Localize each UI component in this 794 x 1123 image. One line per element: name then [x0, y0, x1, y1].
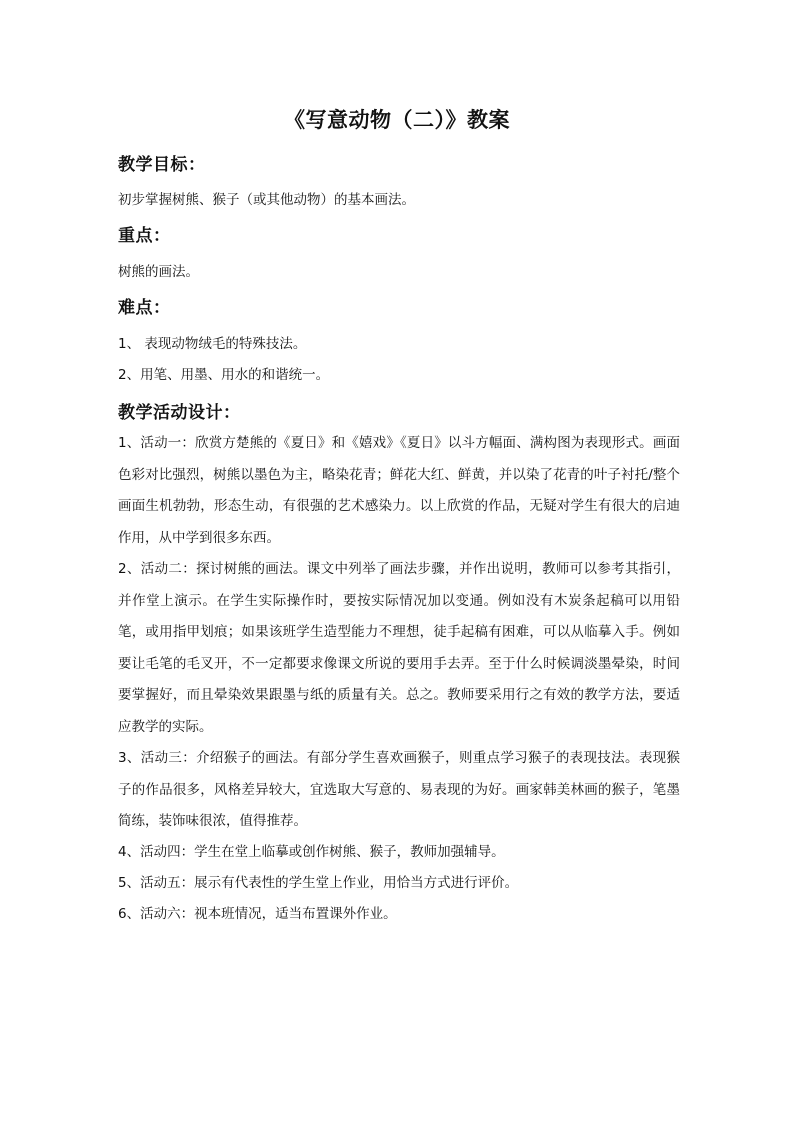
key-point-heading: 重点：: [118, 226, 171, 246]
activity-item: 5、活动五：展示有代表性的学生堂上作业，用恰当方式进行评价。: [118, 875, 519, 891]
activity-item: 6、活动六：视本班情况，适当布置课外作业。: [118, 906, 397, 922]
activity-item: 3、活动三：介绍猴子的画法。有部分学生喜欢画猴子，则重点学习猴子的表现技法。表现猴子的作品很多，风格差异较大，宜选取大写意的、易表现的为好。画家韩美林画的猴子，笔墨简练，装饰味很浓，值得推荐。: [118, 750, 680, 829]
difficulty-heading: 难点：: [118, 298, 171, 318]
activity-item: 4、活动四：学生在堂上临摹或创作树熊、猴子，教师加强辅导。: [118, 844, 505, 860]
activities-heading: 教学活动设计：: [118, 403, 241, 423]
objective-text: 初步掌握树熊、猴子（或其他动物）的基本画法。: [118, 192, 415, 208]
difficulty-item: 1、 表现动物绒毛的特殊技法。: [118, 336, 307, 352]
document-title: 《写意动物（二）》教案: [284, 108, 510, 132]
difficulty-item: 2、用笔、用墨、用水的和谐统一。: [118, 367, 330, 383]
key-point-text: 树熊的画法。: [118, 264, 199, 280]
objective-heading: 教学目标：: [118, 155, 206, 175]
activity-item: 1、活动一：欣赏方楚熊的《夏日》和《嬉戏》《夏日》以斗方幅面、满构图为表现形式。画面色彩对比强烈，树熊以墨色为主，略染花青；鲜花大红、鲜黄，并以染了花青的叶子衬托/整个画面生机勃勃，形态生动，有很强的艺术感染力。以上欣赏的作品，无疑对学生有很大的启迪作用，从中学到很多东西。: [118, 435, 680, 546]
activity-item: 2、活动二：探讨树熊的画法。课文中列举了画法步骤，并作出说明，教师可以参考其指引，并作堂上演示。在学生实际操作时，要按实际情况加以变通。例如没有木炭条起稿可以用铅笔，或用指甲划痕；如果该班学生造型能力不理想，徒手起稿有困难，可以从临摹入手。例如要让毛笔的毛叉开，不一定都要求像课文所说的要用手去弄。至于什么时候调淡墨晕染，时间要掌握好，而且晕染效果跟墨与纸的质量有关。总之。教师要采用行之有效的教学方法，要适应教学的实际。: [118, 561, 680, 735]
